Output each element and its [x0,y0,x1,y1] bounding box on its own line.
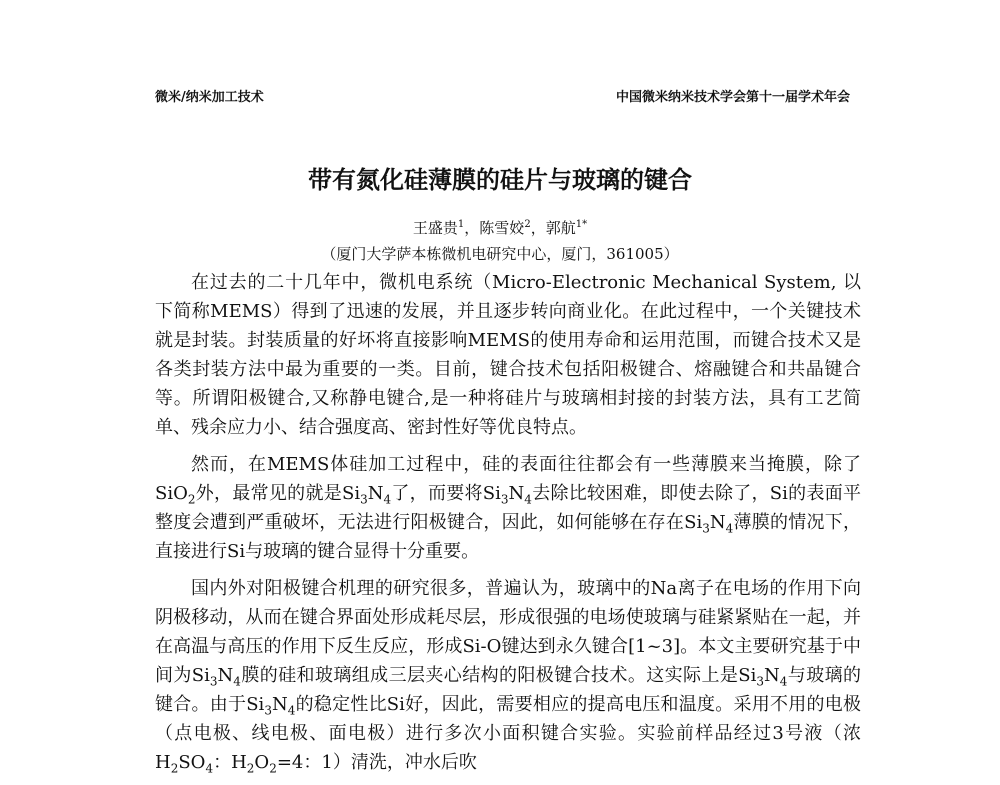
paragraph-2: 然而，在MEMS体硅加工过程中，硅的表面往往都会有一些薄膜来当掩膜，除了SiO$_2$外，最常见的就是$Si_3N_4$了，而要将$Si_3N_4$去除比较困难，即使去除了，Si的表面平整度会遭到严重破坏，无法进行阳极键合，因此，如何能够在存在$Si_3N_4$薄膜的情况下，直接进行Si与玻璃的键合显得十分重要。 [155,454,862,562]
author-affil-mark: 1 [457,219,465,230]
affiliation: （厦门大学萨本栋微机电研究中心，厦门，361005） [321,245,679,263]
author-affil-mark: 1* [575,219,588,230]
body-text [155,268,861,785]
author-name: 陈雪姣 [479,219,525,237]
paper-title: 带有氮化硅薄膜的硅片与玻璃的键合 [308,166,692,194]
author-name: 王盛贵 [412,219,458,237]
running-header-conference: 中国微米纳米技术学会第十一届学术年会 [615,90,850,105]
author-line: 王盛贵$^1$，陈雪姣$^2$，郭航$^{1*}$ [412,219,588,237]
author-affil-mark: 2 [524,219,531,230]
author-name: 郭航 [545,219,576,237]
running-header-section: 微米/纳米加工技术 [155,90,264,105]
paragraph-1: 在过去的二十几年中，微机电系统（Micro-Electronic Mechanical System, 以下简称MEMS）得到了迅速的发展，并且逐步转向商业化。在此过程中，一个关键技术就是封装。封装质量的好坏将直接影响MEMS的使用寿命和运用范围，而键合技术又是各类封装方法中最为重要的一类。目前，键合技术包括阳极键合、熔融键合和共晶键合等。所谓阳极键合,又称静电键合,是一种将硅片与玻璃相封接的封装方法，具有工艺简单、残余应力小、结合强度高、密封性好等优良特点。 [155,272,861,438]
paragraph-3: 国内外对阳极键合机理的研究很多，普遍认为，玻璃中的Na离子在电场的作用下向阴极移动，从而在键合界面处形成耗尽层，形成很强的电场使玻璃与硅紧紧贴在一起，并在高温与高压的作用下反生反应，形成Si-O键达到永久键合[1~3]。本文主要研究基于中间为$Si_3N_4$膜的硅和玻璃组成三层夹心结构的阳极键合技术。这实际上是$Si_3N_4$与玻璃的键合。由于$Si_3N_4$的稳定性比Si好，因此，需要相应的提高电压和温度。采用不用的电极（点电极、线电极、面电极）进行多次小面积键合实验。实验前样品经过3号液（浓$H_2SO_4$：$H_2O_2=4$：1）清洗，冲水后吹 [155,578,862,776]
